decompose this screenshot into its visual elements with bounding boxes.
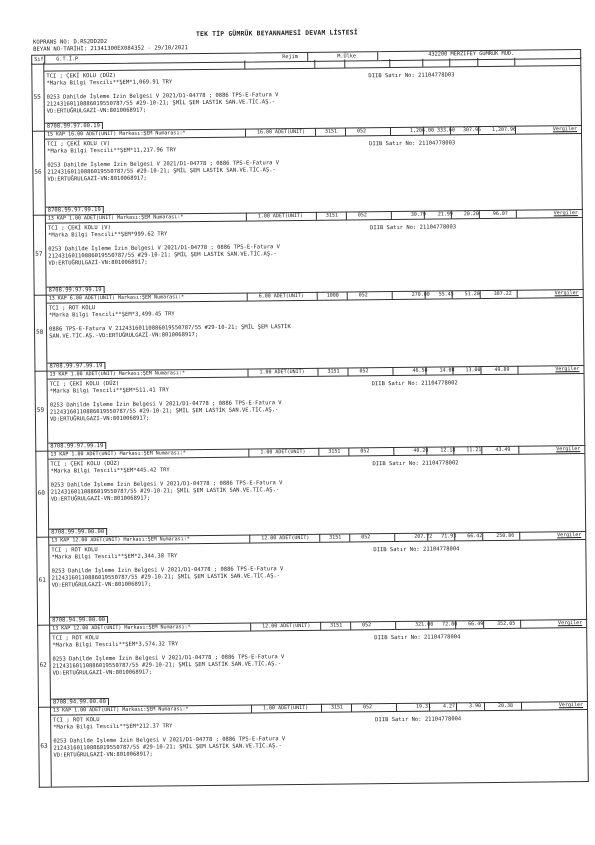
item-block bbox=[34, 365, 585, 455]
item-value-cell: 1.00 ADET(UNIT) bbox=[260, 448, 306, 456]
item-number: 60 bbox=[37, 489, 46, 497]
description-line: TCI ; ROT KOLU bbox=[51, 547, 98, 554]
item-value-cell: 3151 bbox=[325, 212, 338, 219]
item-value-cell: 3151 bbox=[330, 704, 344, 711]
package-description: 15 KAP 16.00 ADET(UNIT) Markası:ŞEM Numarası:* bbox=[46, 130, 186, 138]
item-value-cell: 16.00 ADET(UNIT) bbox=[256, 128, 306, 136]
vergiler-link[interactable]: Vergiler bbox=[554, 290, 579, 297]
item-number-cell bbox=[33, 215, 47, 295]
diib-line-number: DIIB Satır No: 21104778002 bbox=[372, 460, 459, 468]
item-description bbox=[50, 376, 584, 424]
description-line: 0253 Dahilde İşleme İzin Belgesi V 2021/D1-04778 ; 0886 TPS-E-Fatura V bbox=[50, 480, 283, 489]
item-value-cell: 43.49 bbox=[495, 446, 511, 453]
item-value-cell: 333.60 bbox=[436, 127, 456, 134]
description-line: *Marka Bilgi Tescili**ŞEM*511.41 TRY bbox=[49, 387, 169, 395]
item-value-cell: 052 bbox=[360, 448, 370, 455]
description-line: *Marka Bilgi Tescili**ŞEM*445.42 TRY bbox=[50, 467, 170, 475]
item-description bbox=[47, 136, 581, 184]
item-value-cell: 307.95 bbox=[462, 127, 482, 134]
item-value-cell: 052 bbox=[362, 704, 373, 711]
column-header: Sıf bbox=[34, 56, 44, 63]
gtip-code: 8708.94.99.00.00 bbox=[51, 698, 109, 706]
gtip-code: 8708.94.99.00.00 bbox=[50, 616, 108, 624]
description-line: 21243160110886019550787/55 #29-10-21; ŞMİL ŞEM LASTİK SAN.VE.TİC.AŞ.- bbox=[51, 573, 281, 582]
description-line: 21243160110886019550787/55 #29-10-21; ŞMİL ŞEM LASTİK SAN.VE.TİC.AŞ.- bbox=[52, 661, 282, 670]
item-description bbox=[53, 712, 587, 760]
description-line: VD:ERTUĞRULGAZİ-VN:8010068917; bbox=[47, 175, 147, 183]
column-header: G.T.İ.P bbox=[56, 56, 79, 63]
item-value-cell: 1.00 ADET(UNIT) bbox=[262, 704, 309, 712]
item-value-cell: 12.00 ADET(UNIT) bbox=[261, 534, 310, 542]
item-value-cell: 30.79 bbox=[410, 211, 426, 218]
item-value-cell: 052 bbox=[356, 128, 367, 135]
diib-line-number: DIIB Satır No: 21104778002 bbox=[371, 380, 458, 388]
item-number-cell bbox=[36, 537, 50, 625]
description-line: *Marka Bilgi Tescili**ŞEM*212.37 TRY bbox=[53, 723, 173, 731]
item-description bbox=[52, 630, 586, 678]
description-line: VD:ERTUĞRULGAZİ-VN:8010068917; bbox=[50, 495, 151, 503]
vergiler-link[interactable]: Vergiler bbox=[555, 366, 580, 373]
description-line: *Marka Bilgi Tescili**ŞEM*999.62 TRY bbox=[48, 231, 168, 239]
vergiler-link[interactable]: Vergiler bbox=[557, 532, 582, 539]
item-block bbox=[38, 701, 589, 788]
item-number: 62 bbox=[39, 661, 47, 669]
description-line: 0253 Dahilde İşleme İzin Belgesi V 2021/D1-04778 ; 0886 TPS-E-Fatura V bbox=[48, 244, 281, 253]
description-line: *Marka Bilgi Tescili**ŞEM*2,344.38 TRY bbox=[51, 553, 178, 561]
description-line: *Marka Bilgi Tescili**ŞEM*1,069.91 TRY bbox=[46, 79, 173, 87]
gtip-code: 8708.99.97.99.19 bbox=[48, 442, 106, 450]
diib-line-number: DIIB Satır No: 21104778004 bbox=[373, 546, 460, 554]
item-value-cell: 3151 bbox=[324, 128, 338, 135]
item-description bbox=[49, 300, 583, 341]
item-value-cell: 1.00 ADET(UNIT) bbox=[257, 212, 304, 220]
item-value-cell: 1.00 ADET(UNIT) bbox=[259, 368, 305, 376]
item-value-cell: 3151 bbox=[327, 368, 340, 375]
item-block bbox=[36, 531, 587, 629]
registration-number: BEYAN NO-TARİHİ: 21341300EX084352 - 29/10/2021 bbox=[33, 45, 189, 53]
gtip-code: 8708.99.97.00.19 bbox=[45, 122, 103, 130]
item-value-cell: 270.00 bbox=[411, 291, 430, 298]
description-line: TCI ; ROT KOLU bbox=[53, 717, 100, 724]
item-value-cell: 71.93 bbox=[441, 533, 457, 540]
diib-line-number: DIIB Satır No: 21104778003 bbox=[369, 140, 456, 148]
item-value-cell: 51.20 bbox=[464, 291, 480, 298]
page-title: TEK TİP GÜMRÜK BEYANNAMESİ DEVAM LİSTESİ bbox=[195, 28, 358, 39]
description-line: 0253 Dahilde İşleme İzin Belgesi V 2021/D1-04778 ; 0886 TPS-E-Fatura V bbox=[49, 400, 282, 409]
item-value-cell: 4.27 bbox=[442, 703, 456, 710]
description-line: VD:ERTUĞRULGAZİ-VN:8010068917; bbox=[46, 107, 147, 115]
description-line: TCI ; ÇEKİ KOLU (DÜZ) bbox=[49, 380, 120, 388]
description-line: 21243160110886019550787/55 #29-10-21; ŞMİL ŞEM LASTİK SAN.VE.TİC.AŞ.- bbox=[50, 487, 280, 496]
item-value-cell: 11.21 bbox=[466, 447, 482, 454]
description-line: TCI ; ÇEKİ KOLU (DÜZ) bbox=[46, 72, 116, 80]
item-value-cell: 250.86 bbox=[496, 532, 515, 539]
package-description: 13 KAP 12.00 ADET(UNIT) Markası:ŞEM Numarası:* bbox=[52, 624, 191, 632]
item-number: 61 bbox=[38, 576, 46, 584]
description-line: 21243160110886019550787/55 #29-10-21; ŞMİL ŞEM LASTİK SAN.VE.TİC.AŞ.- bbox=[47, 167, 276, 176]
description-line: TCI ; ÇEKİ KOLU (DÜZ) bbox=[50, 460, 121, 468]
item-value-cell: 321.00 bbox=[415, 621, 434, 628]
description-line: 21243160110886019550787/55 #29-10-21; ŞMİL ŞEM LASTİK SAN.VE.TİC.AŞ.- bbox=[46, 99, 276, 108]
item-number: 59 bbox=[36, 406, 45, 414]
description-line: VD:ERTUĞRULGAZİ-VN:8010068917; bbox=[51, 581, 152, 589]
item-value-cell: 46.50 bbox=[412, 367, 428, 374]
description-line: 0886 TPS-E-Fatura V 21243160110886019550787/55 #29-10-21; ŞMİL ŞEM LASTİK bbox=[49, 324, 291, 333]
customs-office: 432200 MERZİFEY GÜMRÜK MÜD. bbox=[428, 50, 515, 58]
item-value-cell: 052 bbox=[358, 292, 368, 299]
package-description: 13 KAP 12.00 ADET(UNIT) Markası:ŞEM Numarası:* bbox=[51, 536, 190, 544]
item-number-cell bbox=[35, 451, 49, 537]
item-value-cell: 052 bbox=[359, 368, 369, 375]
item-number: 56 bbox=[34, 168, 42, 176]
item-description bbox=[51, 542, 585, 590]
item-value-cell: 20.20 bbox=[463, 211, 479, 218]
vergiler-link[interactable]: Vergiler bbox=[558, 702, 584, 709]
item-number: 57 bbox=[35, 250, 43, 258]
item-value-cell: 40.20 bbox=[413, 447, 429, 454]
item-number-cell bbox=[31, 63, 45, 131]
description-line: 0253 Dahilde İşleme İzin Belgesi V 2021/D1-04778 ; 0886 TPS-E-Fatura V bbox=[52, 654, 285, 663]
package-description: 13 KAP 1.00 ADET(UNIT) Markası:ŞEM Numarası:* bbox=[49, 370, 186, 378]
item-value-cell: 20.38 bbox=[497, 702, 514, 709]
item-value-cell: 1,207.96 bbox=[491, 126, 517, 133]
gtip-code: 8708.99.97.99.19 bbox=[46, 206, 104, 214]
item-value-cell: 052 bbox=[362, 622, 372, 629]
item-number-cell bbox=[34, 371, 48, 451]
description-line: 21243160110886019550787/55 #29-10-21; ŞMİL ŞEM LASTİK SAN.VE.TİC.AŞ.- bbox=[48, 251, 277, 260]
item-value-cell: 1,206.00 bbox=[409, 127, 435, 134]
description-line: TCI ; ÇEKİ KOLU (V) bbox=[47, 140, 111, 148]
item-value-cell: 352.05 bbox=[497, 620, 516, 627]
item-value-cell: 6.00 ADET(UNIT) bbox=[258, 292, 304, 300]
item-value-cell: 3151 bbox=[328, 448, 341, 455]
description-line: 21243160110886019550787/55 #29-10-21; ŞMİL ŞEM LASTİK SAN.VE.TİC.AŞ.- bbox=[53, 743, 282, 752]
item-value-cell: 19.31 bbox=[415, 703, 432, 710]
item-value-cell: 1000 bbox=[326, 292, 339, 299]
description-line: TCI ; ÇEKİ KOLU (V) bbox=[47, 224, 111, 232]
description-line: VD:ERTUĞRULGAZİ-VN:8010068917; bbox=[48, 259, 148, 267]
description-line: 0253 Dahilde İşleme İzin Belgesi V 2021/D1-04778 ; 0886 TPS-E-Fatura V bbox=[51, 566, 284, 575]
description-line: VD:ERTUĞRULGAZİ-VN:8010068917; bbox=[49, 415, 150, 423]
item-value-cell: 55.45 bbox=[438, 291, 454, 298]
diib-line-number: DIIB Satır No: 21104778004 bbox=[374, 634, 461, 642]
column-header: Rejim bbox=[282, 54, 298, 61]
item-number-cell bbox=[37, 625, 51, 707]
item-value-cell: 3151 bbox=[329, 534, 342, 541]
item-number-cell bbox=[34, 295, 48, 371]
gtip-code: 8708.99.99.00.00 bbox=[49, 528, 107, 536]
description-line: 0253 Dahilde İşleme İzin Belgesi V 2021/D1-04778 ; 0886 TPS-E-Fatura V bbox=[53, 736, 286, 745]
description-line: SAN.VE.TİC.AŞ.-VD:ERTUĞRULGAZİ-VN:8010068917; bbox=[49, 332, 199, 340]
vergiler-link[interactable]: Vergiler bbox=[552, 126, 578, 133]
item-value-cell: 13.00 bbox=[465, 367, 481, 374]
package-description: 13 KAP 1.00 ADET(UNIT) Markası:ŞEM Numarası:* bbox=[47, 214, 184, 222]
description-line: *Marka Bilgi Tescili**ŞEM*3,574.32 TRY bbox=[52, 641, 179, 649]
item-number: 63 bbox=[40, 742, 48, 750]
description-line: 0253 Dahilde İşleme İzin Belgesi V 2021/D1-04778 ; 0886 TPS-E-Fatura V bbox=[47, 160, 280, 169]
item-value-cell: 66.49 bbox=[468, 621, 484, 628]
item-description bbox=[48, 220, 582, 268]
item-value-cell: 21.99 bbox=[437, 211, 453, 218]
item-number: 55 bbox=[33, 93, 41, 101]
description-line: TCI ; ROT KOLU bbox=[48, 305, 96, 312]
package-description: 13 KAP 1.00 ADET(UNIT) Markası:ŞEM Numarası:* bbox=[50, 450, 186, 458]
item-value-cell: 96.07 bbox=[492, 210, 508, 217]
package-description: 13 KAP 1.00 ADET(UNIT) Markası:ŞEM Numarası:* bbox=[52, 706, 189, 714]
diib-line-number: DIIB Satır No: 21104778004 bbox=[375, 716, 462, 724]
item-value-cell: 3151 bbox=[330, 622, 343, 629]
description-line: *Marka Bilgi Tescili**ŞEM*3,499.45 TRY bbox=[48, 311, 175, 319]
reference-number: KOPRANS NO: D.RS2DD2D2 bbox=[33, 38, 108, 46]
description-line: VD:ERTUĞRULGAZİ-VN:8010068917; bbox=[53, 751, 153, 759]
item-value-cell: 207.72 bbox=[414, 533, 433, 540]
item-description bbox=[46, 68, 580, 116]
item-value-cell: 052 bbox=[357, 212, 367, 219]
description-line: VD:ERTUĞRULGAZİ-VN:8010068917; bbox=[52, 669, 153, 677]
gtip-code: 8708.99.97.99.19 bbox=[47, 362, 105, 370]
item-description bbox=[50, 456, 584, 504]
item-value-cell: 66.42 bbox=[467, 533, 483, 540]
item-value-cell: 387.22 bbox=[493, 290, 512, 297]
package-description: 13 KAP 6.00 ADET(UNIT) Markası:ŞEM Numarası:* bbox=[48, 294, 185, 302]
item-value-cell: 72.00 bbox=[442, 621, 458, 628]
item-number: 58 bbox=[36, 328, 44, 336]
diib-line-number: DIIB Satır No: 21104778003 bbox=[369, 224, 457, 232]
vergiler-link[interactable]: Vergiler bbox=[558, 620, 583, 627]
description-line: TCI ; ROT KOLU bbox=[52, 635, 99, 642]
vergiler-link[interactable]: Vergiler bbox=[556, 446, 581, 453]
description-line: 0253 Dahilde İşleme İzin Belgesi V 2021/D1-04778 ; 0886 TPS-E-Fatura V bbox=[46, 92, 279, 101]
item-value-cell: 3.90 bbox=[468, 703, 482, 710]
item-value-cell: 052 bbox=[361, 534, 371, 541]
item-value-cell: 49.89 bbox=[494, 366, 510, 373]
item-value-cell: 14.08 bbox=[439, 367, 455, 374]
diib-line-number: DIIB Satır No: 21104778D03 bbox=[368, 72, 455, 80]
item-value-cell: 12.18 bbox=[440, 447, 456, 454]
item-value-cell: 12.00 ADET(UNIT) bbox=[262, 622, 311, 630]
item-number-cell bbox=[38, 707, 52, 787]
column-header: M.Ülke bbox=[337, 53, 356, 60]
description-line: *Marka Bilgi Tescili**ŞEM*11,217.96 TRY bbox=[47, 147, 177, 155]
vergiler-link[interactable]: Vergiler bbox=[553, 210, 578, 217]
description-line: 21243160110886019550787/55 #29-10-21; ŞMİL ŞEM LASTİK SAN.VE.TİC.AŞ.- bbox=[49, 407, 279, 416]
item-number-cell bbox=[32, 131, 46, 215]
gtip-code: 8708.99.97.99.19 bbox=[47, 286, 105, 294]
